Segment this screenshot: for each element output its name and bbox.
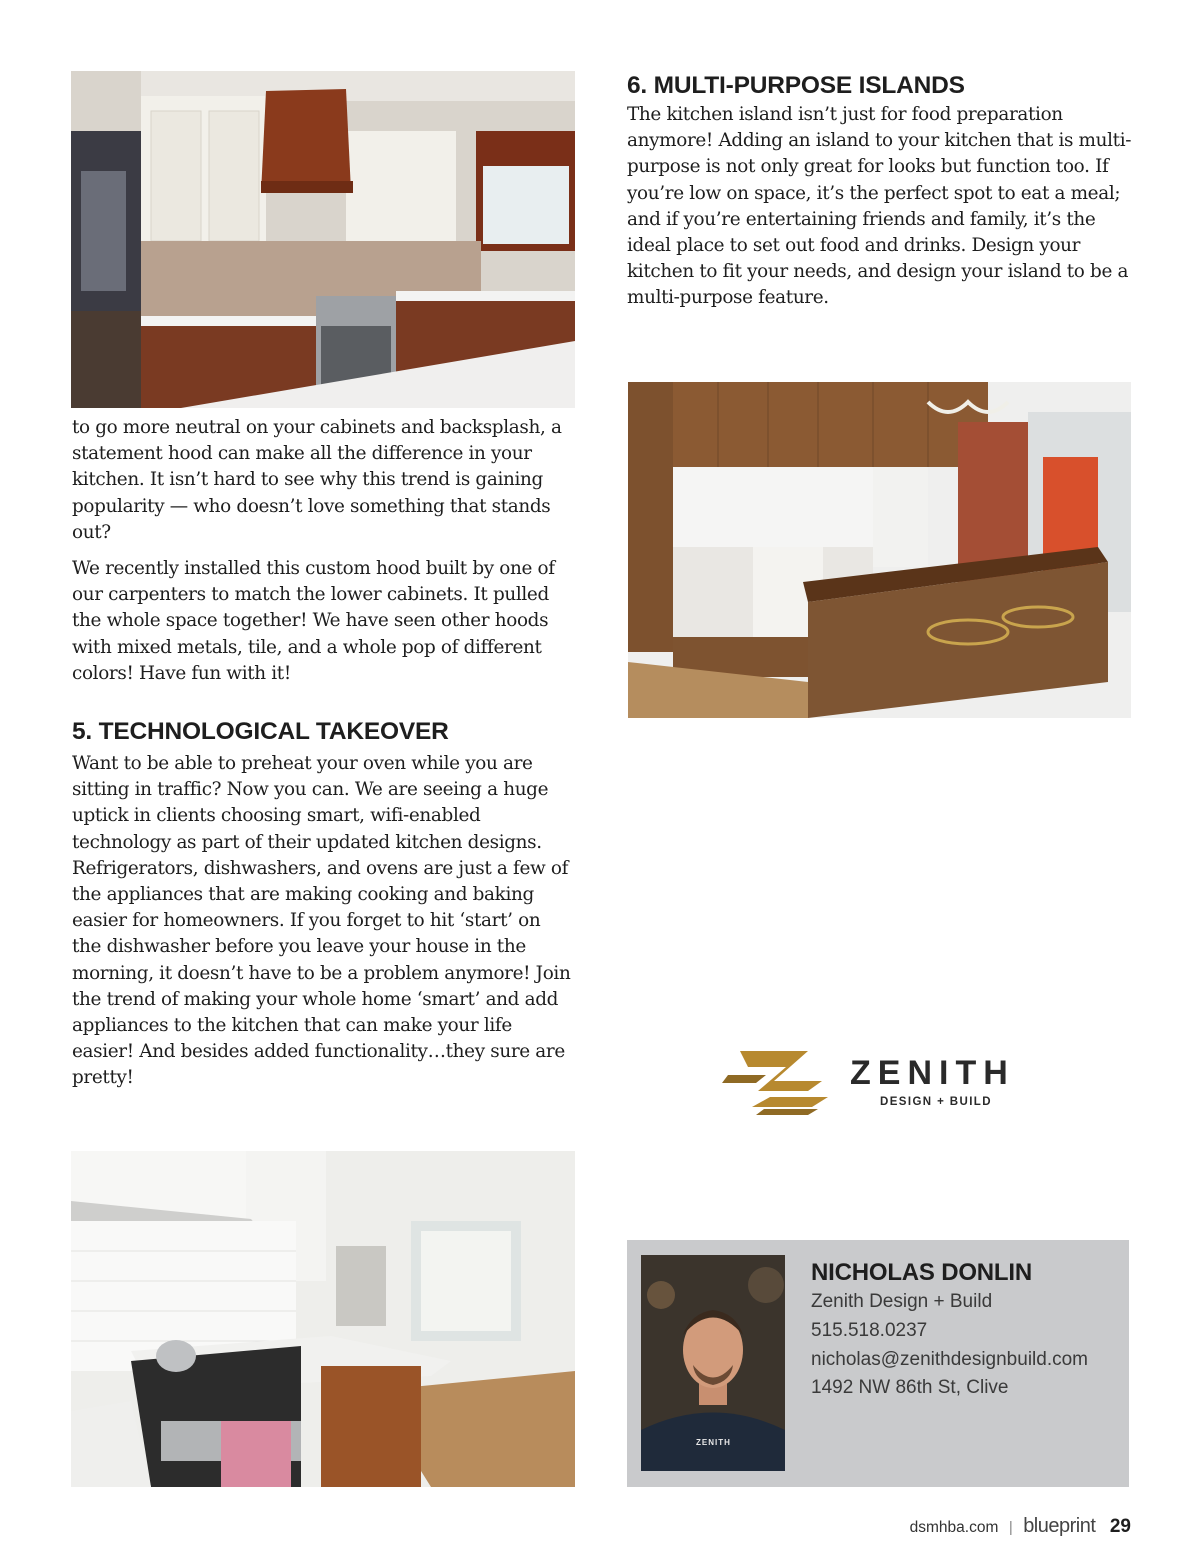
contact-phone: 515.518.0237 [811,1320,928,1341]
contact-card [627,1240,1129,1487]
footer-magazine: blueprint [1023,1515,1096,1537]
contact-email: nicholas@zenithdesignbuild.com [811,1349,1089,1370]
hood-continuation-paragraph: to go more neutral on your cabinets and backsplash, a statement hood can make all the difference in your kitchen. It isn’t hard to see why this trend is gaining popularity — who doesn’t love something that stands out? [72,417,562,543]
section6-heading: 6. MULTI-PURPOSE ISLANDS [627,72,965,99]
contact-name: NICHOLAS DONLIN [811,1259,1032,1286]
contact-company: Zenith Design + Build [811,1291,993,1312]
white-kitchen-photo [71,1151,575,1487]
author-headshot [641,1255,785,1471]
section6-body: The kitchen island isn’t just for food preparation anymore! Adding an island to your kitchen that is multi-purpose is not only great for looks but function too. If you’re low on space, it’s the perfect spot to eat a meal; and if you’re entertaining friends and family, it’s the ideal place to set out food and drinks. Design your kitchen to fit your needs, and design your island to be a multi-purpose feature. [627,104,1132,309]
hood-paragraph: We recently installed this custom hood built by one of our carpenters to match the lower cabinets. It pulled the whole space together! We have seen other hoods with mixed metals, tile, and a whole pop of different colors! Have fun with it! [72,558,555,684]
contact-address: 1492 NW 86th St, Clive [811,1377,1009,1398]
island-kitchen-photo [628,382,1131,718]
footer-page-number: 29 [1109,1516,1131,1537]
footer-site: dsmhba.com [909,1519,999,1536]
section5-body: Want to be able to preheat your oven while you are sitting in traffic? Now you can. We are seeing a huge uptick in clients choosing smart, wifi-enabled technology as part of their updated kitchen designs. Refrigerators, dishwashers, and ovens are just a few of the appliances that are making cooking and baking easier for homeowners. If you forget to hit ‘start’ on the dishwasher before you leave your house in the morning, it doesn’t have to be a problem anymore! Join the trend of making your whole home ‘smart’ and add appliances to the kitchen that can make your life easier! And besides added functionality…they sure are pretty! [72,753,571,1089]
logo-wordmark: ZENITH [850,1054,1015,1092]
shirt-logo-text: ZENITH [696,1438,731,1447]
footer [820,1515,1131,1545]
zenith-logo [722,1045,1042,1120]
logo-tagline: DESIGN + BUILD [880,1096,992,1108]
footer-separator: | [1008,1519,1013,1536]
section5-heading: 5. TECHNOLOGICAL TAKEOVER [72,718,449,745]
zenith-mark-icon [722,1045,832,1117]
kitchen-hood-photo [71,71,575,408]
